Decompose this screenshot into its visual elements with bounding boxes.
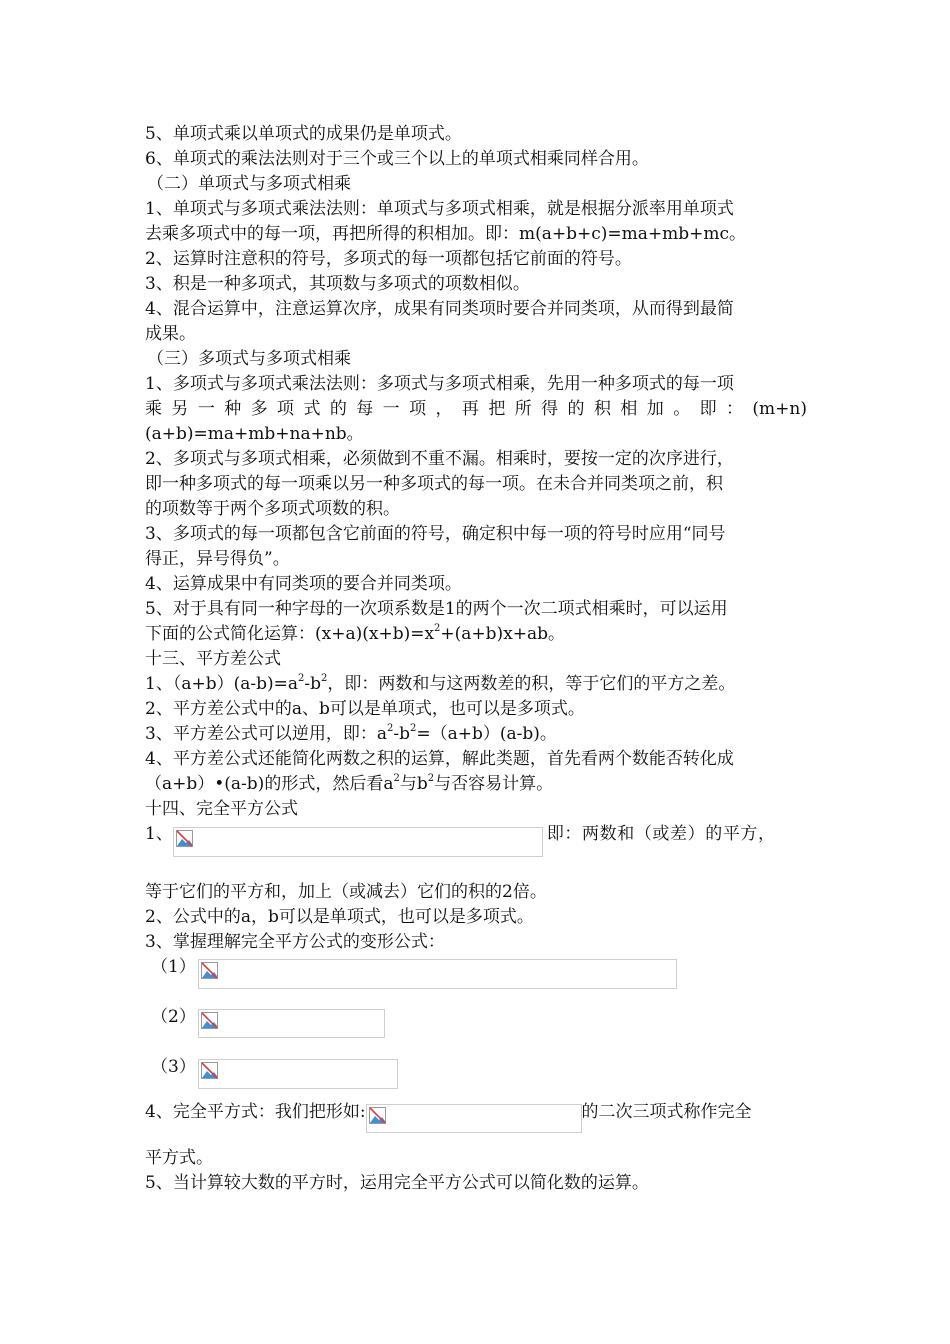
superscript: 2 <box>427 773 435 785</box>
broken-image-icon <box>201 1012 218 1029</box>
section-heading: 十三、平方差公式 <box>145 649 281 669</box>
superscript: 2 <box>409 723 417 735</box>
formula-item <box>151 1055 807 1100</box>
superscript: 2 <box>434 623 441 635</box>
broken-image-icon <box>369 1107 386 1124</box>
text-line: 3、多项式的每一项都包含它前面的符号，确定积中每一项的符号时应用“同号 <box>145 524 726 544</box>
formula-image <box>198 1059 398 1089</box>
formula-line <box>145 1100 807 1146</box>
superscript: 2 <box>393 773 400 785</box>
text-line: (a+b)=ma+mb+na+nb。 <box>145 424 364 444</box>
text-line: 去乘多项式中的每一项，再把所得的积相加。即：m(a+b+c)=ma+mb+mc。 <box>145 224 747 244</box>
formula-image <box>198 1009 385 1038</box>
superscript: 2 <box>321 673 328 685</box>
broken-image-icon <box>201 962 218 979</box>
text-line: 2、公式中的a，b可以是单项式，也可以是多项式。 <box>145 907 534 927</box>
text-line: 4、运算成果中有同类项的要合并同类项。 <box>145 574 462 594</box>
text-line: 即一种多项式的每一项乘以另一种多项式的每一项。在未合并同类项之前，积 <box>145 474 723 494</box>
text-line: 6、单项式的乘法法则对于三个或三个以上的单项式相乘同样合用。 <box>145 149 649 169</box>
text-line: 成果。 <box>145 324 196 344</box>
section-heading: 十四、完全平方公式 <box>145 799 298 819</box>
item-label: （3） <box>151 1057 196 1077</box>
text-span: 的二次三项式称作完全 <box>581 1102 752 1122</box>
formula-image <box>198 959 677 989</box>
formula-line <box>145 822 807 880</box>
text-line <box>145 722 807 747</box>
text-span: =（a+b）(a-b)。 <box>416 724 557 744</box>
text-line: 4、平方差公式还能简化两数之积的运算，解此类题，首先看两个数能否转化成 <box>145 749 734 769</box>
formula-image <box>173 827 543 857</box>
superscript: 2 <box>386 723 394 735</box>
formula-item <box>151 1005 807 1055</box>
text-span: -b <box>393 724 410 744</box>
section-heading: （三）多项式与多项式相乘 <box>147 349 351 369</box>
text-line: 3、掌握理解完全平方公式的变形公式： <box>145 932 445 952</box>
text-span: 与b <box>399 774 428 794</box>
text-line: 的项数等于两个多项式项数的积。 <box>145 499 400 519</box>
text-line: 4、混合运算中，注意运算次序，成果有同类项时要合并同类项，从而得到最简 <box>145 299 734 319</box>
text-line <box>145 622 807 647</box>
text-span: （a+b）•(a-b)的形式，然后看a <box>145 774 394 794</box>
broken-image-icon <box>201 1062 218 1079</box>
text-span: ，即：两数和与这两数差的积，等于它们的平方之差。 <box>327 674 736 694</box>
text-line <box>145 672 807 697</box>
text-line: 平方式。 <box>145 1148 213 1168</box>
text-span: -b <box>304 674 321 694</box>
section-heading: （二）单项式与多项式相乘 <box>147 174 351 194</box>
superscript: 2 <box>297 673 305 685</box>
text-line: 1、多项式与多项式乘法法则：多项式与多项式相乘，先用一种多项式的每一项 <box>145 374 734 394</box>
text-span: 3、平方差公式可以逆用，即：a <box>145 724 387 744</box>
text-span: +(a+b)x+ab。 <box>440 624 566 644</box>
text-line <box>145 772 807 797</box>
text-line: 3、积是一种多项式，其项数与多项式的项数相似。 <box>145 274 530 294</box>
text-line: 5、单项式乘以单项式的成果仍是单项式。 <box>145 124 462 144</box>
text-line: 5、当计算较大数的平方时，运用完全平方公式可以简化数的运算。 <box>145 1173 649 1193</box>
text-span: 1、（a+b）(a-b)=a <box>145 674 298 694</box>
text-line: 2、多项式与多项式相乘，必须做到不重不漏。相乘时，要按一定的次序进行， <box>145 449 734 469</box>
text-span: 即：两数和（或差）的平方， <box>546 824 776 844</box>
broken-image-icon <box>176 830 193 847</box>
text-line: 5、对于具有同一种字母的一次项系数是1的两个一次二项式相乘时，可以运用 <box>145 599 728 619</box>
text-line: 得正，异号得负”。 <box>145 549 290 569</box>
text-span: 下面的公式简化运算：(x+a)(x+b)=x <box>145 624 435 644</box>
formula-image <box>366 1104 582 1133</box>
formula-item <box>151 955 807 1005</box>
text-line: 2、运算时注意积的符号，多项式的每一项都包括它前面的符号。 <box>145 249 632 269</box>
document-page <box>145 122 807 1196</box>
text-span: 1、 <box>145 824 173 844</box>
text-line: 1、单项式与多项式乘法法则：单项式与多项式相乘，就是根据分派率用单项式 <box>145 199 734 219</box>
text-line: 2、平方差公式中的a、b可以是单项式，也可以是多项式。 <box>145 699 585 719</box>
text-span: 与否容易计算。 <box>434 774 554 794</box>
text-span: 4、完全平方式：我们把形如: <box>145 1102 366 1122</box>
item-label: （2） <box>151 1007 196 1027</box>
text-line: 乘另一种多项式的每一项，再把所得的积相加。即：(m+n) <box>145 399 807 419</box>
item-label: （1） <box>151 957 196 977</box>
text-line: 等于它们的平方和，加上（或减去）它们的积的2倍。 <box>145 882 547 902</box>
